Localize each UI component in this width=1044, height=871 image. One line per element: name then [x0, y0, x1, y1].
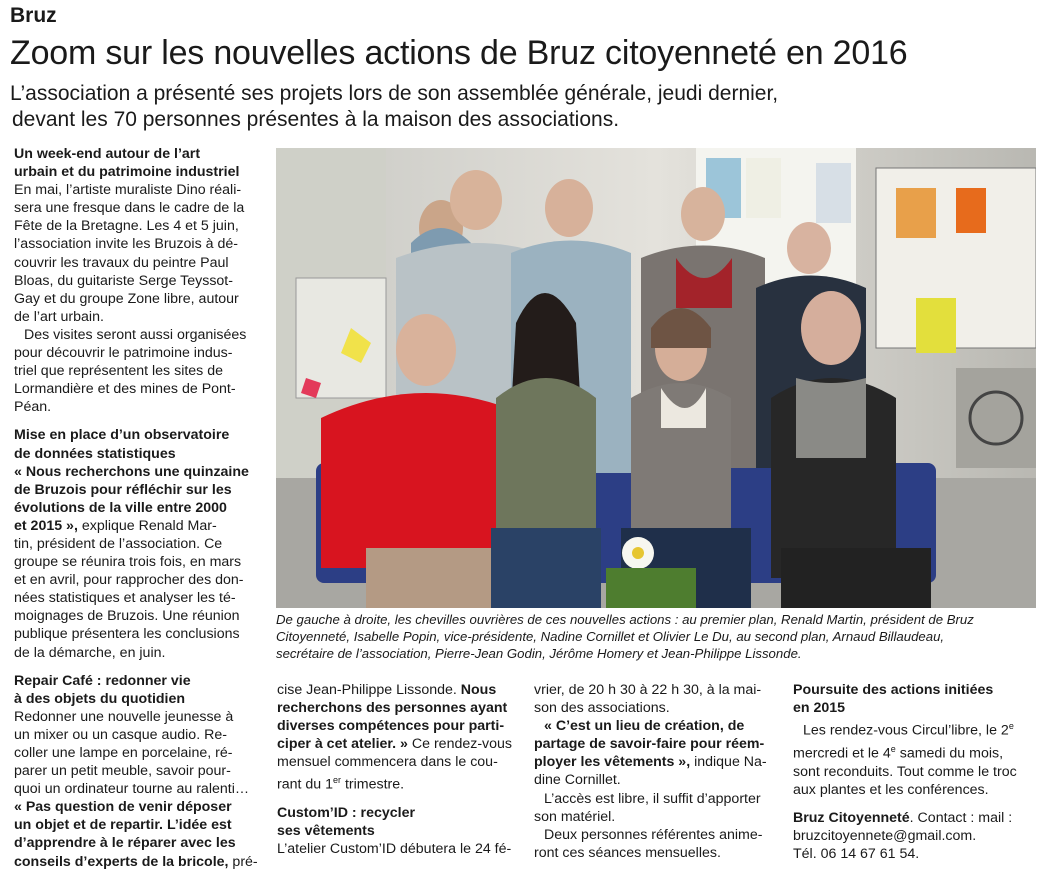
column-4	[793, 681, 1035, 863]
subheading-repair-cafe: Repair Café : redonner vie à des objets du quotidien	[14, 672, 191, 707]
group-photo-illustration	[276, 148, 1036, 608]
subheading-custom-id: Custom’ID : recycler ses vêtements	[277, 805, 415, 840]
contact-email[interactable]: bruzcitoyennete@gmail.com.	[793, 828, 977, 845]
deck-line: devant les 70 personnes présentes à la maison des associations.	[12, 108, 620, 131]
paragraph: En mai, l’artiste muraliste Dino réali- sera une fresque dans le cadre de la Fête de la Bretagne. Les 4 et 5 juin, l’association invite les Bruzois à dé- couvrir les travaux du peintre Paul Bloas, du guitariste Serge Teyssot- Gay et du groupe Zone libre, autour de l’art urbain.	[14, 182, 245, 325]
column-1	[14, 145, 258, 871]
paragraph: L’accès est libre, il suffit d’apporter son matériel.	[534, 790, 761, 825]
deck	[10, 81, 778, 133]
section-kicker: Bruz	[10, 4, 57, 27]
paragraph: « Nous recherchons une quinzaine de Bruzois pour réfléchir sur les évolutions de la ville entre 2000 et 2015 », explique Renald Mar- tin, président de l’association. Ce groupe se réunira trois fois, en mars et en avril, pour rapprocher des don- nées statistiques et analyser les té- moignages de Bruzois. Une réunion publique présentera les conclusions de la démarche, en juin.	[14, 463, 249, 661]
subheading-observatoire: Mise en place d’un observatoire de données statistiques	[14, 427, 230, 462]
group-photo	[276, 148, 1036, 608]
paragraph: L’atelier Custom’ID débutera le 24 fé-	[277, 841, 512, 858]
paragraph: Des visites seront aussi organisées pour découvrir le patrimoine indus- triel que représentent les sites de Lormandière et des mines de Pont- Péan.	[14, 326, 247, 416]
deck-line: L’association a présenté ses projets lors de son assemblée générale, jeudi dernier,	[10, 82, 779, 105]
subheading-poursuite: Poursuite des actions initiées en 2015	[793, 682, 994, 717]
paragraph: Les rendez-vous Circul’libre, le 2e mercredi et le 4e samedi du mois, sont reconduits. Tout comme le troc aux plantes et les conférences.	[793, 721, 1017, 798]
contact-paragraph: Bruz Citoyenneté. Contact : mail : bruzcitoyennete@gmail.com. Tél. 06 14 67 61 54.	[793, 810, 1013, 863]
photo-caption: De gauche à droite, les chevilles ouvrières de ces nouvelles actions : au premier plan, Renald Martin, président de Bruz Citoyenneté, Isabelle Popin, vice-présidente, Nadine Cornillet et Olivier Le Du, au second plan, Arnaud Billaudeau, secrétaire de l’association, Pierre-Jean Godin, Jérôme Homery et Jean-Philippe Lissonde.	[276, 612, 974, 661]
subheading-art-urbain: Un week-end autour de l’art urbain et du patrimoine industriel	[14, 146, 240, 181]
column-2	[277, 681, 516, 859]
headline: Zoom sur les nouvelles actions de Bruz citoyenneté en 2016	[10, 34, 908, 72]
paragraph: « C’est un lieu de création, de partage de savoir-faire pour réem- ployer les vêtements », indique Na- dine Cornillet.	[534, 718, 767, 789]
paragraph: vrier, de 20 h 30 à 22 h 30, à la mai- son des associations.	[534, 682, 762, 717]
contact-phone: Tél. 06 14 67 61 54.	[793, 846, 920, 863]
column-3	[534, 681, 775, 862]
paragraph: Deux personnes référentes anime- ront ces séances mensuelles.	[534, 826, 763, 861]
paragraph: cise Jean-Philippe Lissonde. Nous recherchons des personnes ayant diverses compétences pour parti- ciper à cet atelier. » Ce rendez-vous mensuel commencera dans le cou- rant du 1er trimestre.	[277, 682, 513, 794]
paragraph: Redonner une nouvelle jeunesse à un mixer ou un casque audio. Re- coller une lampe en porcelaine, ré- parer un petit meuble, savoir pour- quoi un ordinateur tourne au ralenti… « Pas question de venir déposer un objet et de repartir. L’idée est d’apprendre à le réparer avec les conseils d’experts de la bricole, pré-	[14, 708, 258, 870]
